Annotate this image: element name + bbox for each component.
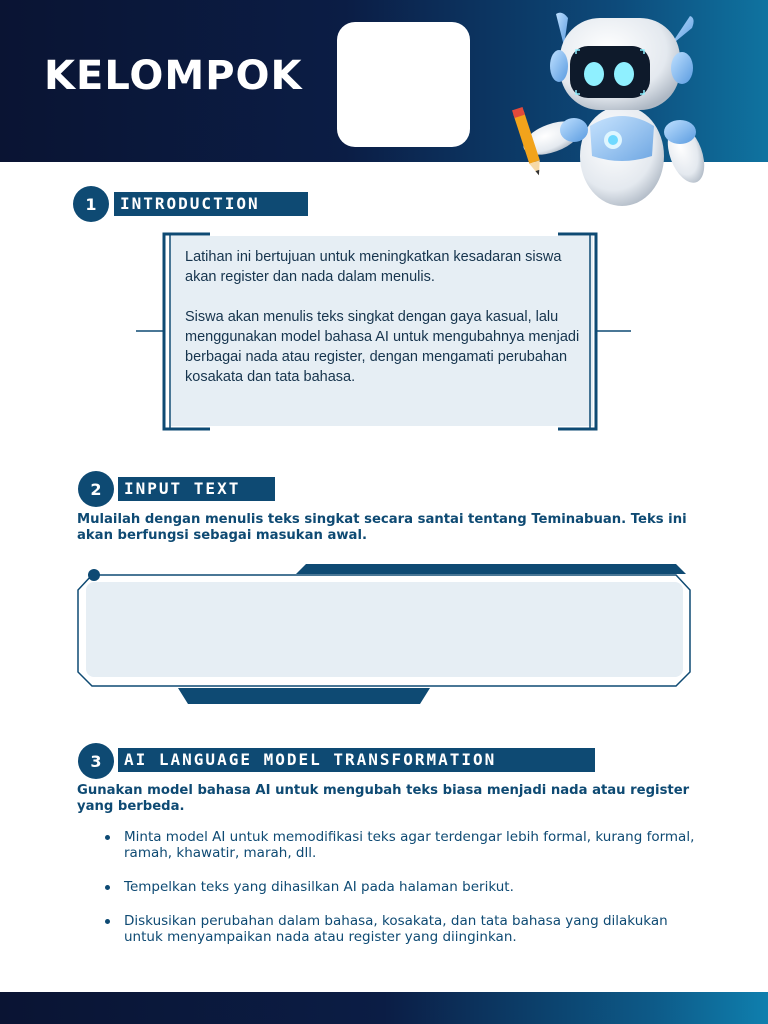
list-item (105, 913, 705, 945)
page-title: KELOMPOK (44, 53, 303, 99)
section-3-heading: AI LANGUAGE MODEL TRANSFORMATION (118, 748, 595, 772)
bullet-icon (105, 919, 110, 924)
intro-paragraph: Latihan ini bertujuan untuk meningkatkan kesadaran siswa akan register dan nada dalam menulis. (185, 249, 562, 285)
list-item (105, 879, 705, 895)
section-3-number: 3 (78, 743, 114, 779)
section-2-instruction: Mulailah dengan menulis teks singkat secara santai tentang Teminabuan. Teks ini akan berfungsi sebagai masukan awal. (77, 512, 687, 543)
list-item-text: Tempelkan teks yang dihasilkan AI pada halaman berikut. (124, 879, 514, 895)
input-text-field[interactable] (86, 582, 683, 677)
bullet-icon (105, 835, 110, 840)
section-3-instruction: Gunakan model bahasa AI untuk mengubah teks biasa menjadi nada atau register yang berbeda. (77, 783, 690, 814)
section-2-number: 2 (78, 471, 114, 507)
list-item-text: Diskusikan perubahan dalam bahasa, kosakata, dan tata bahasa yang dilakukan untuk menyampaikan nada atau register yang diinginkan. (124, 913, 668, 945)
robot-mascot-icon (512, 6, 722, 211)
section-2-heading: INPUT TEXT (118, 477, 275, 501)
section-1-number: 1 (73, 186, 109, 222)
group-name-box[interactable] (337, 22, 470, 147)
list-item-text: Minta model AI untuk memodifikasi teks agar terdengar lebih formal, kurang formal, ramah, khawatir, marah, dll. (124, 829, 695, 861)
transformation-steps-list (105, 829, 705, 963)
introduction-text (185, 247, 585, 407)
footer-banner (0, 992, 768, 1024)
bullet-icon (105, 885, 110, 890)
list-item (105, 829, 705, 861)
section-1-heading: INTRODUCTION (114, 192, 308, 216)
intro-paragraph: Siswa akan menulis teks singkat dengan gaya kasual, lalu menggunakan model bahasa AI untuk mengubahnya menjadi berbagai nada atau register, dengan mengamati perubahan kosakata dan tata bahasa. (185, 309, 580, 385)
